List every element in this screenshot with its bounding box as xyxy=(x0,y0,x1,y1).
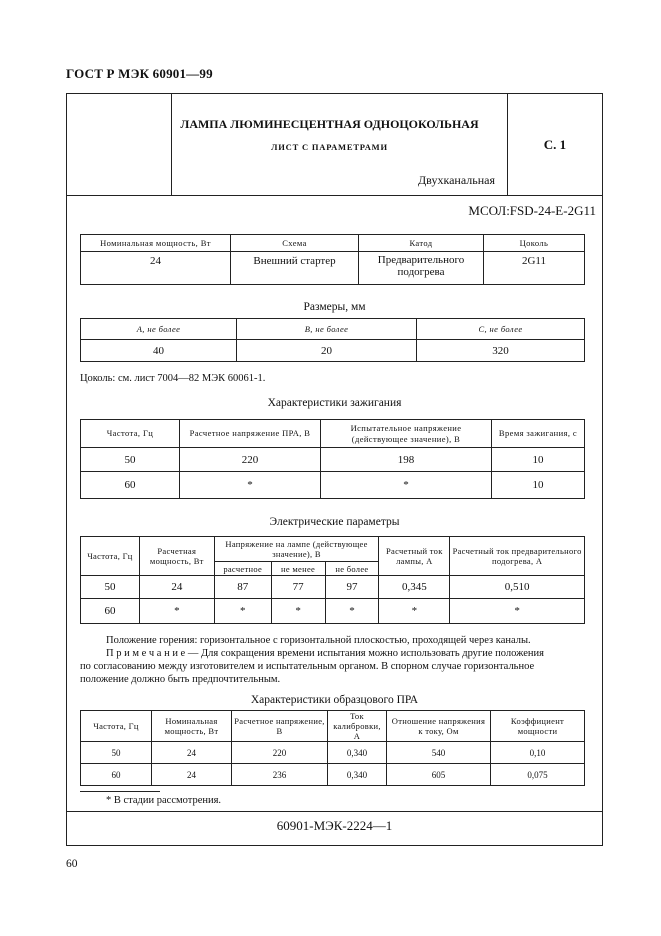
table-cell: 50 xyxy=(81,576,140,599)
remark-line: по согласованию между изготовителем и испытательным органом. В спорном случае горизонтальное xyxy=(80,661,535,672)
document-code: 60901-МЭК-2224—1 xyxy=(276,818,393,833)
main-parameters-table xyxy=(80,234,585,285)
remark-text: — Для сокращения времени испытания можно использовать другие положения xyxy=(185,648,544,659)
table-cell: * xyxy=(139,599,214,624)
table-cell: 0,510 xyxy=(450,576,585,599)
table-cell: 0,345 xyxy=(379,576,450,599)
table-header: Расчетное напряжение ПРА, В xyxy=(180,420,321,448)
table-cell: 0,340 xyxy=(328,742,387,764)
table-cell: 0,10 xyxy=(491,742,585,764)
table-header: Цоколь xyxy=(484,235,585,252)
ignition-caption: Характеристики зажигания xyxy=(267,397,402,409)
footnote: * В стадии рассмотрения. xyxy=(106,795,222,806)
table-header: Катод xyxy=(359,235,484,252)
base-note: Цоколь: см. лист 7004—82 МЭК 60061-1. xyxy=(80,373,266,384)
table-cell: 24 xyxy=(152,742,232,764)
ballast-caption: Характеристики образцового ПРА xyxy=(250,694,419,706)
table-cell: 320 xyxy=(417,340,585,362)
electrical-caption: Электрические параметры xyxy=(269,516,400,528)
table-header: Время зажигания, с xyxy=(492,420,585,448)
table-cell: 236 xyxy=(232,764,328,786)
table-header: Коэффициент мощности xyxy=(491,711,585,742)
table-cell: 24 xyxy=(81,252,231,285)
table-cell: 50 xyxy=(81,742,152,764)
table-cell: 87 xyxy=(214,576,271,599)
dimensions-caption: Размеры, мм xyxy=(303,301,366,313)
table-cell: 540 xyxy=(387,742,491,764)
table-header: Схема xyxy=(231,235,359,252)
table-cell: 0,075 xyxy=(491,764,585,786)
table-cell: Предварительного подогрева xyxy=(359,252,484,285)
table-cell: 77 xyxy=(271,576,325,599)
table-cell: 0,340 xyxy=(328,764,387,786)
table-cell: Внешний стартер xyxy=(231,252,359,285)
table-header: B, не более xyxy=(237,319,417,340)
table-cell: 10 xyxy=(492,448,585,472)
remark-line: положение должно быть предпочтительным. xyxy=(80,674,281,685)
table-header: Номинальная мощность, Вт xyxy=(81,235,231,252)
reference-ballast-table xyxy=(80,710,585,786)
table-header: Расчетная мощность, Вт xyxy=(139,537,214,576)
sheet-number: С. 1 xyxy=(543,137,567,152)
table-header: Расчетный ток предварительного подогрева, А xyxy=(450,537,585,576)
table-header: Отношение напряжения к току, Ом xyxy=(387,711,491,742)
table-cell: 10 xyxy=(492,472,585,499)
frame-divider xyxy=(66,195,603,196)
table-cell: * xyxy=(450,599,585,624)
dimensions-table xyxy=(80,318,585,362)
ignition-table xyxy=(80,419,585,499)
table-cell: 60 xyxy=(81,472,180,499)
remark-label: П р и м е ч а н и е xyxy=(106,648,186,659)
table-cell: 97 xyxy=(325,576,379,599)
table-cell: 60 xyxy=(81,599,140,624)
table-header: не более xyxy=(325,562,379,576)
table-cell: 2G11 xyxy=(484,252,585,285)
page-number: 60 xyxy=(66,858,78,870)
table-header: A, не более xyxy=(81,319,237,340)
table-header: Частота, Гц xyxy=(81,420,180,448)
footnote-separator xyxy=(80,791,160,792)
table-cell: 198 xyxy=(321,448,492,472)
table-header: не менее xyxy=(271,562,325,576)
electrical-table xyxy=(80,536,585,624)
table-cell: 24 xyxy=(152,764,232,786)
burning-position-note: Положение горения: горизонтальное с горизонтальной плоскостью, проходящей через каналы. xyxy=(106,635,531,646)
frame-divider xyxy=(66,811,603,812)
table-header: Испытательное напряжение (действующее значение), В xyxy=(321,420,492,448)
table-cell: * xyxy=(321,472,492,499)
sheet-subtitle: ЛИСТ С ПАРАМЕТРАМИ xyxy=(271,142,388,152)
table-header: Расчетное напряжение, В xyxy=(232,711,328,742)
table-cell: 50 xyxy=(81,448,180,472)
table-header: Напряжение на лампе (действующее значение), В xyxy=(214,537,379,562)
table-cell: * xyxy=(325,599,379,624)
table-header: Расчетный ток лампы, А xyxy=(379,537,450,576)
table-header: Номинальная мощность, Вт xyxy=(152,711,232,742)
table-header: Ток калибровки, А xyxy=(328,711,387,742)
table-cell: * xyxy=(271,599,325,624)
standard-designation: ГОСТ Р МЭК 60901—99 xyxy=(66,66,213,81)
table-cell: 24 xyxy=(139,576,214,599)
lamp-kind: Двухканальная xyxy=(418,173,495,187)
table-cell: 20 xyxy=(237,340,417,362)
table-cell: 605 xyxy=(387,764,491,786)
lamp-code: МСОЛ:FSD-24-E-2G11 xyxy=(468,203,596,218)
table-cell: 220 xyxy=(180,448,321,472)
table-header: C, не более xyxy=(417,319,585,340)
table-header: расчетное xyxy=(214,562,271,576)
table-cell: 60 xyxy=(81,764,152,786)
remark-line xyxy=(106,647,544,660)
sheet-title: ЛАМПА ЛЮМИНЕСЦЕНТНАЯ ОДНОЦОКОЛЬНАЯ xyxy=(180,117,479,131)
table-header: Частота, Гц xyxy=(81,537,140,576)
table-header: Частота, Гц xyxy=(81,711,152,742)
table-cell: * xyxy=(180,472,321,499)
table-cell: * xyxy=(214,599,271,624)
table-cell: * xyxy=(379,599,450,624)
table-cell: 40 xyxy=(81,340,237,362)
table-cell: 220 xyxy=(232,742,328,764)
